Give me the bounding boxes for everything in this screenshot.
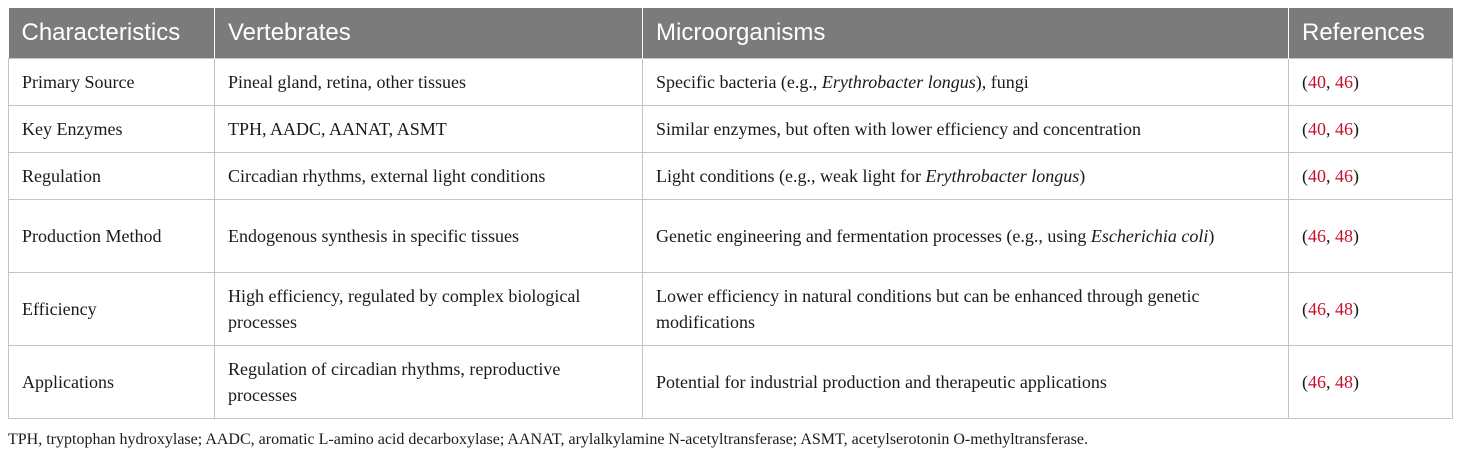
- cell-microorganisms: [643, 200, 1289, 273]
- table-header: [9, 8, 1453, 59]
- reference-link[interactable]: 48: [1335, 299, 1353, 319]
- micro-text-end: ): [1208, 226, 1215, 246]
- cell-references: (46, 48): [1289, 346, 1453, 419]
- cell-characteristic: Applications: [9, 346, 215, 419]
- cell-microorganisms: [643, 346, 1289, 419]
- table-body: [9, 59, 1453, 419]
- cell-characteristic: Regulation: [9, 153, 215, 200]
- reference-link[interactable]: 40: [1308, 72, 1326, 92]
- micro-text-end: ), fungi: [975, 72, 1029, 92]
- cell-vertebrates: Endogenous synthesis in specific tissues: [215, 200, 643, 273]
- micro-text: Lower efficiency in natural conditions but can be enhanced through genetic modifications: [656, 286, 1200, 332]
- cell-references: (40, 46): [1289, 153, 1453, 200]
- table-row: [9, 346, 1453, 419]
- micro-text: Potential for industrial production and therapeutic applications: [656, 372, 1107, 392]
- cell-microorganisms: [643, 106, 1289, 153]
- table-row: [9, 273, 1453, 346]
- cell-vertebrates: TPH, AADC, AANAT, ASMT: [215, 106, 643, 153]
- cell-characteristic: Primary Source: [9, 59, 215, 106]
- table-row: [9, 153, 1453, 200]
- reference-link[interactable]: 46: [1335, 119, 1353, 139]
- header-characteristics: Characteristics: [9, 8, 215, 59]
- cell-references: (40, 46): [1289, 106, 1453, 153]
- reference-link[interactable]: 46: [1335, 166, 1353, 186]
- cell-microorganisms: [643, 59, 1289, 106]
- header-microorganisms: Microorganisms: [643, 8, 1289, 59]
- micro-text: Genetic engineering and fermentation processes (e.g., using: [656, 226, 1091, 246]
- cell-references: (46, 48): [1289, 273, 1453, 346]
- cell-characteristic: Production Method: [9, 200, 215, 273]
- micro-text-end: ): [1079, 166, 1086, 186]
- header-vertebrates: Vertebrates: [215, 8, 643, 59]
- cell-characteristic: Efficiency: [9, 273, 215, 346]
- table-row: [9, 200, 1453, 273]
- species-name: Erythrobacter longus: [925, 166, 1080, 186]
- species-name: Escherichia coli: [1090, 226, 1209, 246]
- species-name: Erythrobacter longus: [821, 72, 976, 92]
- reference-link[interactable]: 46: [1335, 72, 1353, 92]
- reference-link[interactable]: 46: [1308, 299, 1326, 319]
- cell-vertebrates: High efficiency, regulated by complex biological processes: [215, 273, 643, 346]
- table-container: [8, 8, 1452, 451]
- table-footnote: TPH, tryptophan hydroxylase; AADC, aromatic L-amino acid decarboxylase; AANAT, arylalkylamine N-acetyltransferase; ASMT, acetylserotonin O-methyltransferase.: [8, 431, 1088, 448]
- header-row: [9, 8, 1453, 59]
- cell-references: (40, 46): [1289, 59, 1453, 106]
- cell-characteristic: Key Enzymes: [9, 106, 215, 153]
- cell-vertebrates: Pineal gland, retina, other tissues: [215, 59, 643, 106]
- cell-vertebrates: Circadian rhythms, external light conditions: [215, 153, 643, 200]
- reference-link[interactable]: 46: [1308, 226, 1326, 246]
- reference-link[interactable]: 48: [1335, 372, 1353, 392]
- cell-references: (46, 48): [1289, 200, 1453, 273]
- micro-text: Specific bacteria (e.g.,: [656, 72, 822, 92]
- cell-microorganisms: [643, 273, 1289, 346]
- cell-vertebrates: Regulation of circadian rhythms, reproductive processes: [215, 346, 643, 419]
- header-references: References: [1289, 8, 1453, 59]
- cell-microorganisms: [643, 153, 1289, 200]
- micro-text: Similar enzymes, but often with lower efficiency and concentration: [656, 119, 1142, 139]
- reference-link[interactable]: 46: [1308, 372, 1326, 392]
- micro-text: Light conditions (e.g., weak light for: [656, 166, 926, 186]
- reference-link[interactable]: 48: [1335, 226, 1353, 246]
- reference-link[interactable]: 40: [1308, 119, 1326, 139]
- table-row: [9, 59, 1453, 106]
- table-row: [9, 106, 1453, 153]
- comparison-table: [8, 8, 1453, 419]
- reference-link[interactable]: 40: [1308, 166, 1326, 186]
